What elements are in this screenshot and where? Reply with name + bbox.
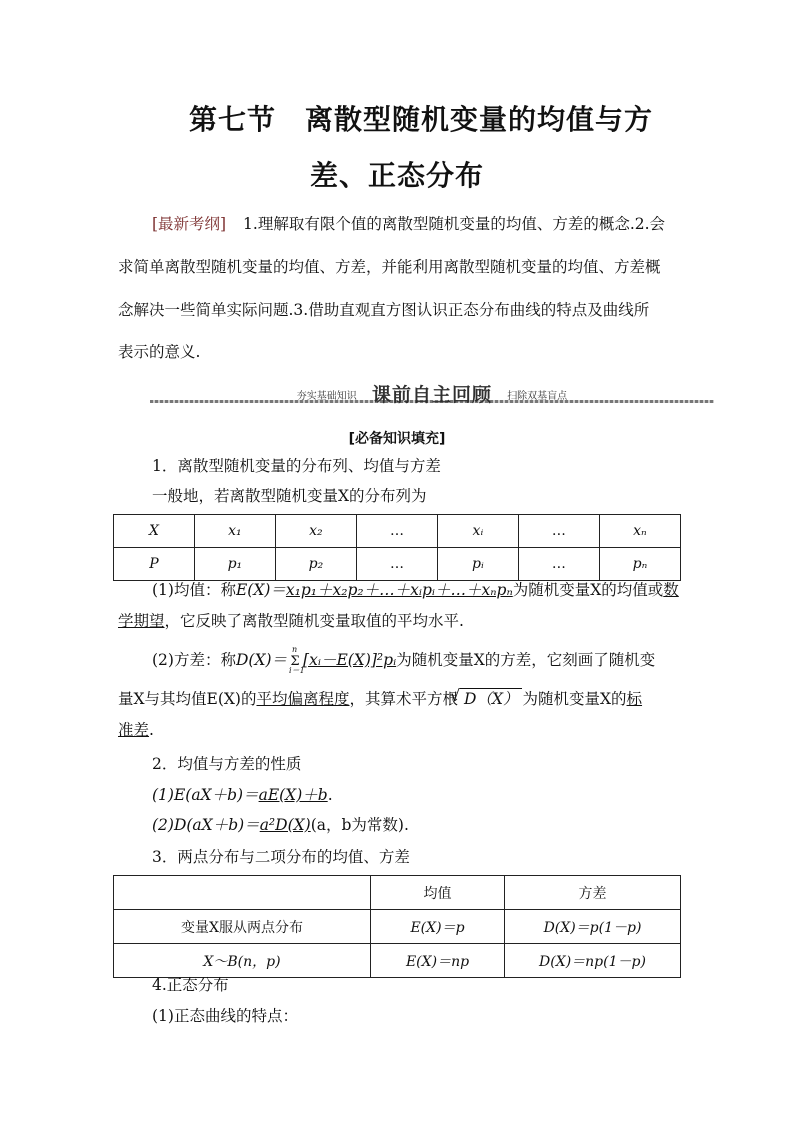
table-cell: x₂ xyxy=(275,515,356,548)
comparison-table xyxy=(113,875,681,978)
syllabus-text-1: 1.理解取有限个值的离散型随机变量的均值、方差的概念.2.会 xyxy=(243,215,666,233)
s4-heading: 4.正态分布 xyxy=(152,976,229,994)
table-cell: 变量X服从两点分布 xyxy=(114,910,371,944)
table-cell: p₁ xyxy=(194,548,275,581)
s2-heading: 2．均值与方差的性质 xyxy=(152,755,302,773)
distribution-table xyxy=(113,514,681,581)
banner-right-text: 扫除双基盲点 xyxy=(507,391,568,402)
table-cell: … xyxy=(356,548,437,581)
table-cell: x₁ xyxy=(194,515,275,548)
table-cell: E(X)＝p xyxy=(371,910,505,944)
std-term-b: 准差 xyxy=(118,721,150,739)
s1-heading: 1．离散型随机变量的分布列、均值与方差 xyxy=(152,457,441,475)
s1-intro: 一般地，若离散型随机变量X的分布列为 xyxy=(152,487,427,505)
mean-definition-cont xyxy=(118,611,678,631)
s2-item-1-answer: aE(X)＋b xyxy=(258,786,328,804)
mean-definition xyxy=(152,580,712,600)
variance-term: 平均偏离程度 xyxy=(256,690,350,708)
period: . xyxy=(327,786,333,804)
variance-text-2c: 为随机变量X的 xyxy=(522,690,627,708)
table-row xyxy=(114,876,681,910)
s2-item-2-lhs: (2)D(aX＋b)＝ xyxy=(152,816,260,834)
syllabus-tag: [最新考纲] xyxy=(152,215,227,233)
syllabus-line-3: 念解决一些简单实际问题.3.借助直观直方图认识正态分布曲线的特点及曲线所 xyxy=(118,301,650,319)
mean-text: 为随机变量X的均值或 xyxy=(512,581,664,599)
s4-item-1: (1)正态曲线的特点： xyxy=(152,1007,298,1025)
table-cell: X xyxy=(114,515,195,548)
mean-label: (1)均值：称 xyxy=(152,581,236,599)
variance-formula: [xᵢ－E(X)]²pᵢ xyxy=(303,651,397,669)
section-label: [必备知识填充] xyxy=(348,431,446,447)
variance-text-2a: 量X与其均值E(X)的 xyxy=(118,690,257,708)
variance-definition-end xyxy=(118,720,678,740)
variance-text: 为随机变量X的方差，它刻画了随机变 xyxy=(396,651,656,669)
table-cell: X～B(n，p) xyxy=(114,944,371,978)
s2-item-1 xyxy=(152,785,712,805)
table-cell: p₂ xyxy=(275,548,356,581)
period: . xyxy=(149,721,154,739)
s2-item-1-lhs: (1)E(aX＋b)＝ xyxy=(152,786,259,804)
mean-term-b: 学期望 xyxy=(118,612,165,630)
banner-left-text: 夯实基础知识 xyxy=(296,391,357,402)
table-cell: pₙ xyxy=(599,548,680,581)
variance-text-2b: ，其算术平方根 xyxy=(349,690,459,708)
table-cell: P xyxy=(114,548,195,581)
table-row xyxy=(114,910,681,944)
syllabus-line-1 xyxy=(152,214,712,234)
mean-text-2: ，它反映了离散型随机变量取值的平均水平. xyxy=(164,612,464,630)
variance-label: (2)方差：称 xyxy=(152,651,236,669)
table-cell: xᵢ xyxy=(437,515,518,548)
s2-item-2 xyxy=(152,815,712,835)
table-cell: … xyxy=(518,515,599,548)
table-cell: E(X)＝np xyxy=(371,944,505,978)
table-row xyxy=(114,944,681,978)
variance-definition-cont xyxy=(118,688,678,709)
section-banner xyxy=(150,380,714,410)
page-title-continued: 差、正态分布 xyxy=(309,159,484,192)
mean-formula: x₁p₁＋x₂p₂＋…＋xᵢpᵢ＋…＋xₙpₙ xyxy=(285,581,513,599)
table-row xyxy=(114,515,681,548)
syllabus-line-2: 求简单离散型随机变量的均值、方差，并能利用离散型随机变量的均值、方差概 xyxy=(118,258,661,276)
s2-item-2-tail: (a，b为常数). xyxy=(310,816,409,834)
table-cell: D(X)＝p(1－p) xyxy=(505,910,681,944)
sqrt-content: D（X） xyxy=(464,690,519,708)
table-row xyxy=(114,548,681,581)
summation-icon: Σ n i＝1 xyxy=(289,645,305,675)
page-title: 第七节 离散型随机变量的均值与方 xyxy=(188,103,653,136)
table-cell: 方差 xyxy=(505,876,681,910)
mean-term-a: 数 xyxy=(663,581,679,599)
s2-item-2-answer: a²D(X) xyxy=(259,816,311,834)
std-term-a: 标 xyxy=(626,690,643,708)
table-cell: xₙ xyxy=(599,515,680,548)
variance-lhs: D(X)＝ xyxy=(235,651,288,669)
table-cell: 均值 xyxy=(371,876,505,910)
table-cell: … xyxy=(518,548,599,581)
s3-heading: 3．两点分布与二项分布的均值、方差 xyxy=(152,848,410,866)
table-cell: pᵢ xyxy=(437,548,518,581)
variance-definition xyxy=(152,645,712,675)
table-cell: D(X)＝np(1－p) xyxy=(505,944,681,978)
table-cell xyxy=(114,876,371,910)
banner-title: 课前自主回顾 xyxy=(371,384,492,406)
mean-lhs: E(X)＝ xyxy=(235,581,286,599)
sqrt-icon xyxy=(460,688,522,709)
table-cell: … xyxy=(356,515,437,548)
syllabus-line-4: 表示的意义. xyxy=(118,343,201,361)
